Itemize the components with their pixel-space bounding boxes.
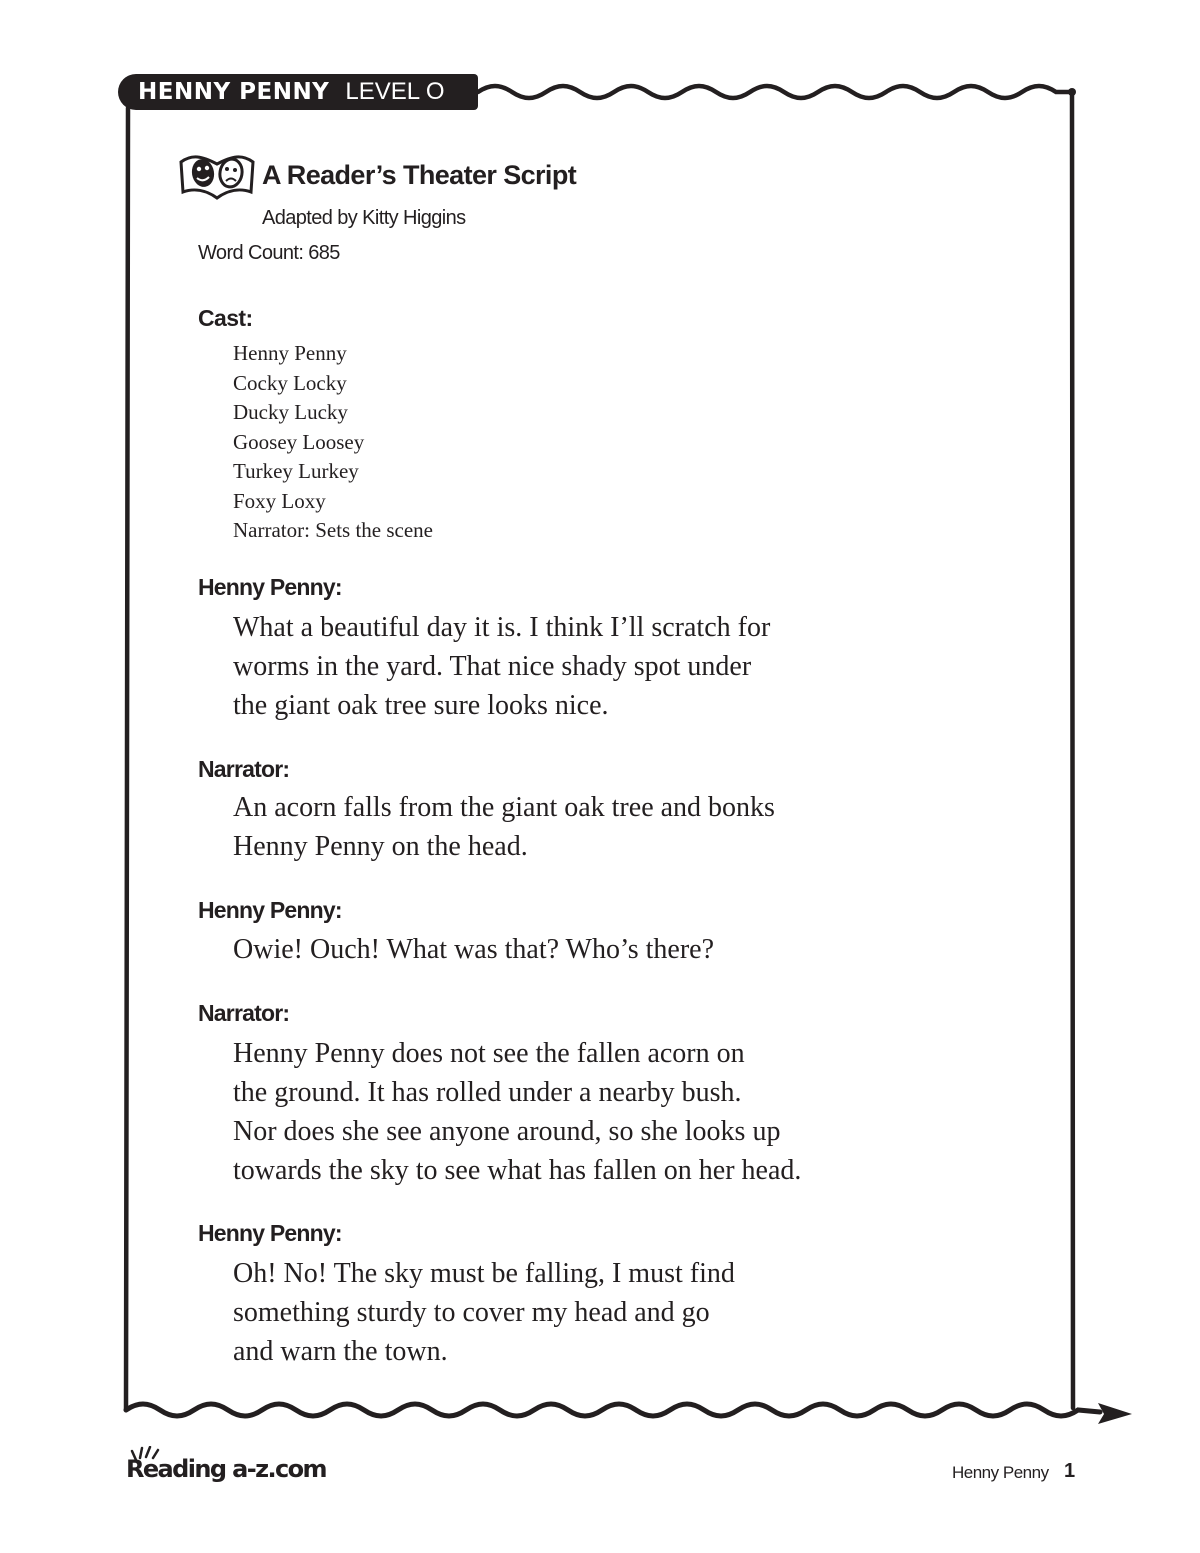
speaker-label: Henny Penny:	[198, 574, 342, 600]
script-header	[178, 146, 576, 204]
dialogue-line: worms in the yard. That nice shady spot under	[233, 651, 752, 682]
page-number: 1	[1064, 1460, 1076, 1482]
cast-member: Ducky Lucky	[233, 400, 348, 424]
speaker-label: Henny Penny:	[198, 1220, 342, 1246]
dialogue-line: Henny Penny does not see the fallen acorn on	[233, 1038, 745, 1069]
cast-member: Turkey Lurkey	[233, 459, 359, 483]
dialogue-line: Oh! No! The sky must be falling, I must find	[233, 1258, 735, 1289]
dialogue-line: Owie! Ouch! What was that? Who’s there?	[233, 934, 715, 965]
dialogue-line: An acorn falls from the giant oak tree and bonks	[233, 792, 775, 823]
cast-member: Foxy Loxy	[233, 488, 326, 513]
speaker-label: Narrator:	[198, 1000, 290, 1026]
cast-member: Cocky Locky	[233, 370, 347, 395]
dialogue-line: something sturdy to cover my head and go	[233, 1297, 710, 1328]
cast-list	[233, 339, 433, 546]
dialogue-line: Henny Penny on the head.	[233, 831, 528, 862]
page-title: A Reader’s Theater Script	[262, 159, 577, 190]
book-level-tab	[118, 74, 478, 110]
dialogue-line: and warn the town.	[233, 1336, 448, 1367]
dialogue-line: the giant oak tree sure looks nice.	[233, 690, 609, 721]
footer-book-title: Henny Penny	[952, 1463, 1049, 1482]
cast-member: Goosey Loosey	[233, 429, 365, 454]
book-title-label: HENNY PENNY	[138, 79, 330, 105]
theater-masks-icon	[178, 146, 256, 204]
speaker-label: Narrator:	[198, 756, 290, 782]
speaker-label: Henny Penny:	[198, 897, 342, 923]
cast-member: Narrator: Sets the scene	[233, 518, 434, 542]
dialogue-line: towards the sky to see what has fallen on her head.	[233, 1155, 802, 1186]
cast-member: Henny Penny	[233, 341, 347, 365]
word-count: Word Count: 685	[198, 242, 340, 264]
adapted-by: Adapted by Kitty Higgins	[262, 207, 466, 229]
cast-heading: Cast:	[198, 305, 253, 331]
site-logo: Reading a-z.com	[126, 1455, 326, 1483]
dialogue-line: What a beautiful day it is. I think I’ll scratch for	[233, 612, 771, 643]
level-label: LEVEL O	[345, 78, 445, 105]
dialogue-line: the ground. It has rolled under a nearby bush.	[233, 1077, 742, 1108]
dialogue-line: Nor does she see anyone around, so she looks up	[233, 1116, 781, 1147]
